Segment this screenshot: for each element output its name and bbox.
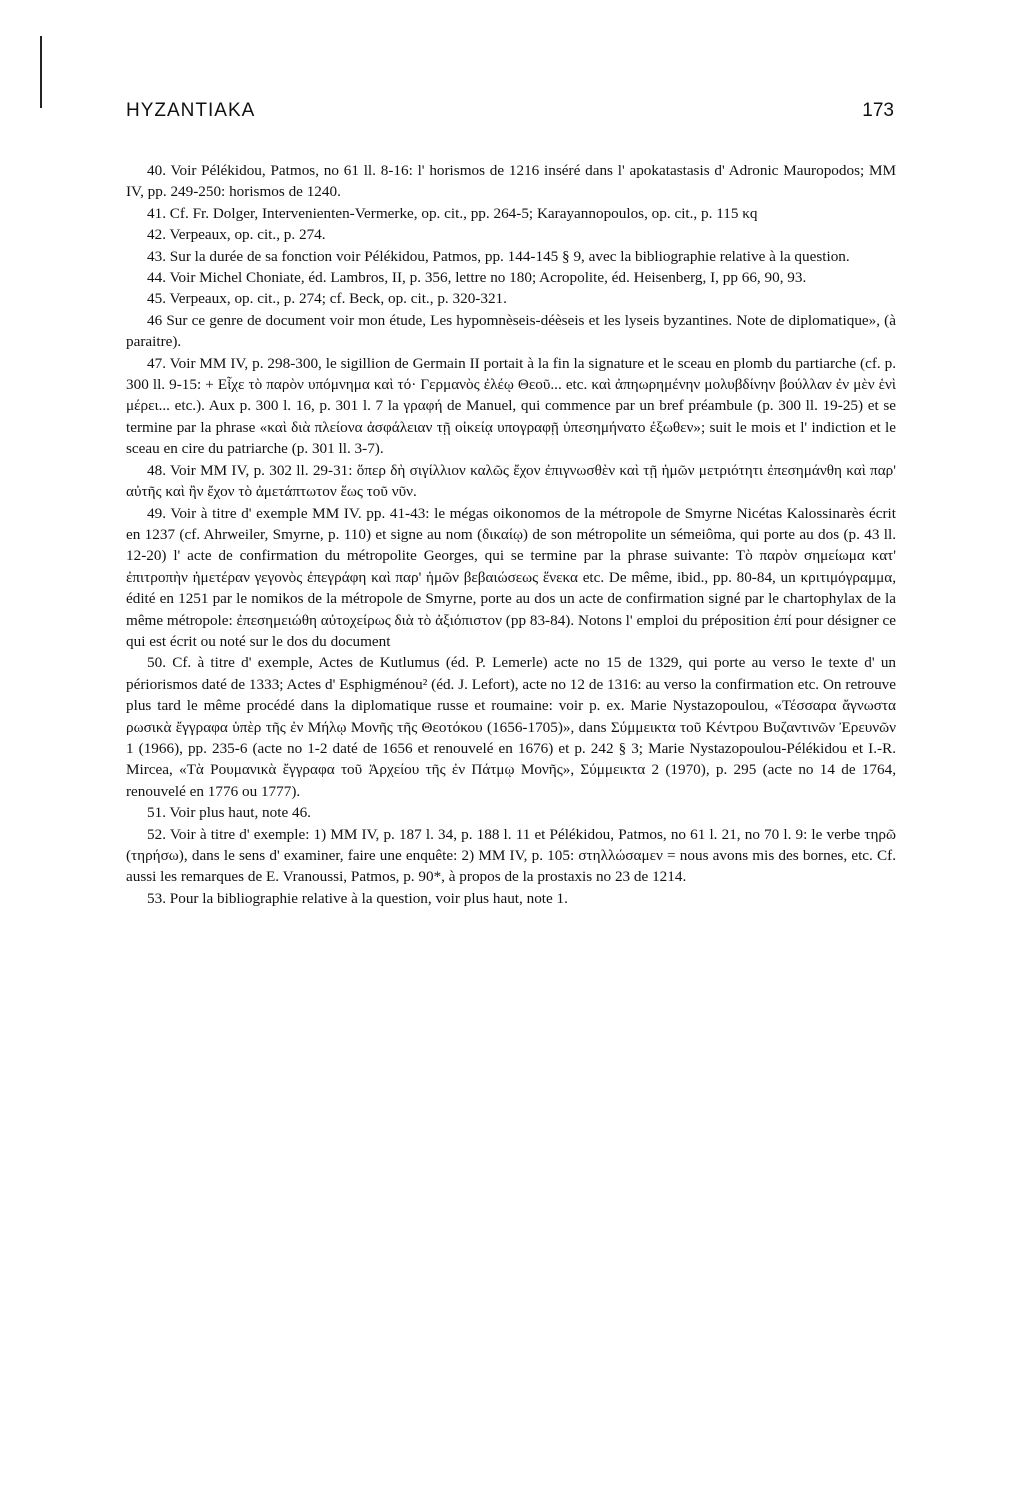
running-title: ΗΥΖΑΝΤΙΑΚΑ [126, 100, 256, 121]
running-header [126, 100, 894, 130]
footnote-50: 50. Cf. à titre d' exemple, Actes de Kutlumus (éd. P. Lemerle) acte no 15 de 1329, qui porte au verso le texte d' un périorismos daté de 1333; Actes d' Esphigménou² (éd. J. Lefort), acte no 12 de 1316: au verso la confirmation etc. On retrouve plus tard le même procédé dans la diplomatique russe et roumaine: voir p. ex. Marie Nystazopoulou, «Τέσσαρα ἄγνωστα ρωσικὰ ἔγγραφα ὑπὲρ τῆς ἐν Μήλῳ Μονῆς τῆς Θεοτόκου (1656-1705)», dans Σύμμεικτα τοῦ Κέντρου Βυζαντινῶν Ἐρευνῶν 1 (1966), pp. 235-6 (acte no 1-2 daté de 1656 et renouvelé en 1676) et p. 242 § 3; Marie Nystazopoulou-Pélékidou et I.-R. Mircea, «Τὰ Ρουμανικὰ ἔγγραφα τοῦ Ἀρχείου τῆς ἐν Πάτμῳ Μονῆς», Σύμμεικτα 2 (1970), p. 295 (acte no 14 de 1764, renouvelé en 1776 ou 1777). [126, 654, 896, 800]
footnote-48: 48. Voir MM IV, p. 302 ll. 29-31: ὅπερ δὴ σιγίλλιον καλῶς ἔχον ἐπιγνωσθὲν καὶ τῇ ἡμῶν μετριότητι ἐπεσημάνθη καὶ παρ' αὐτῆς καὶ ἢν ἔχον τὸ ἀμετάπτωτον ἕως τοῦ νῦν. [126, 461, 896, 501]
footnote-42: 42. Verpeaux, op. cit., p. 274. [147, 226, 326, 244]
scan-edge-mark [40, 36, 42, 108]
footnote-46: 46 Sur ce genre de document voir mon étude, Les hypomnèseis-déèseis et les lyseis byzantines. Note de diplomatique», (à paraitre). [126, 311, 896, 351]
footnote-44: 44. Voir Michel Choniate, éd. Lambros, II, p. 356, lettre no 180; Acropolite, éd. Heisenberg, I, pp 66, 90, 93. [147, 269, 807, 287]
footnote-40: 40. Voir Pélékidou, Patmos, no 61 ll. 8-16: l' horismos de 1216 inséré dans l' apokatastasis d' Adronic Mauropodos; MM IV, pp. 249-250: horismos de 1240. [126, 162, 896, 201]
footnote-45: 45. Verpeaux, op. cit., p. 274; cf. Beck, op. cit., p. 320-321. [147, 290, 507, 308]
footnote-41: 41. Cf. Fr. Dolger, Intervenienten-Vermerke, op. cit., pp. 264-5; Karayannopoulos, op. cit., p. 115 κq [147, 204, 758, 222]
footnote-52: 52. Voir à titre d' exemple: 1) MM IV, p. 187 l. 34, p. 188 l. 11 et Pélékidou, Patmos, no 61 l. 21, no 70 l. 9: le verbe τηρῶ (τηρήσω), dans le sens d' examiner, faire une enquête: 2) MM IV, p. 105: στηλλώσαμεν = nous avons mis des bornes, etc. Cf. aussi les remarques de E. Vranoussi, Patmos, p. 90*, à propos de la prostaxis no 23 de 1214. [126, 825, 896, 886]
footnote-53: 53. Pour la bibliographie relative à la question, voir plus haut, note 1. [147, 889, 568, 907]
footnote-47: 47. Voir MM IV, p. 298-300, le sigillion de Germain II portait à la fin la signature et le sceau en plomb du partiarche (cf. p. 300 ll. 9-15: + Εἶχε τὸ παρὸν υπόμνημα καὶ τό· Γερμανὸς ἐλέῳ Θεοῦ... etc. καὶ ἀπηωρημένην μολυβδίνην βούλλαν ἐν μὲν ἑνὶ μέρει... etc.). Aux p. 300 l. 16, p. 301 l. 7 la γραφή de Manuel, qui commence par un bref préambule (p. 300 ll. 19-25) et se termine par la phrase «καὶ διὰ πλείονα ἀσφάλειαν τῇ οἰκείᾳ υπογραφῇ ὑπεσημήνατο ἐξωθεν»; suit le mois et l' indiction et le sceau en cire du patriarche (p. 301 ll. 3-7). [126, 354, 896, 458]
footnote-51: 51. Voir plus haut, note 46. [147, 804, 311, 822]
footnote-49: 49. Voir à titre d' exemple MM IV. pp. 41-43: le mégas oikonomos de la métropole de Smyrne Nicétas Kalossinarès écrit en 1237 (cf. Ahrweiler, Smyrne, p. 110) et signe au nom (δικαίῳ) de son métropolite un sémeiôma, qui porte au dos (p. 43 ll. 12-20) l' acte de confirmation du métropolite Georges, qui se termine par la phrase suivante: Τὸ παρὸν σημείωμα κατ' ἐπιτροπὴν ἡμετέραν γεγονὸς ἐπεγράφη καὶ παρ' ἡμῶν βεβαιώσεως ἕνεκα etc. De même, ibid., pp. 80-84, un κριτιμόγραμμα, édité en 1251 par le nomikos de la métropole de Smyrne, porte au dos un acte de confirmation signé par le chartophylax de la même métropole: ἐπεσημειώθη αὐτοχείρως διὰ τὸ ἀξιόπιστον (pp 83-84). Notons l' emploi du préposition ἐπί pour désigner ce qui est écrit ou noté sur le dos du document [126, 504, 896, 650]
footnotes-list [126, 160, 896, 909]
footnote-43: 43. Sur la durée de sa fonction voir Pélékidou, Patmos, pp. 144-145 § 9, avec la bibliographie relative à la question. [147, 247, 850, 265]
page-number: 173 [862, 100, 894, 121]
